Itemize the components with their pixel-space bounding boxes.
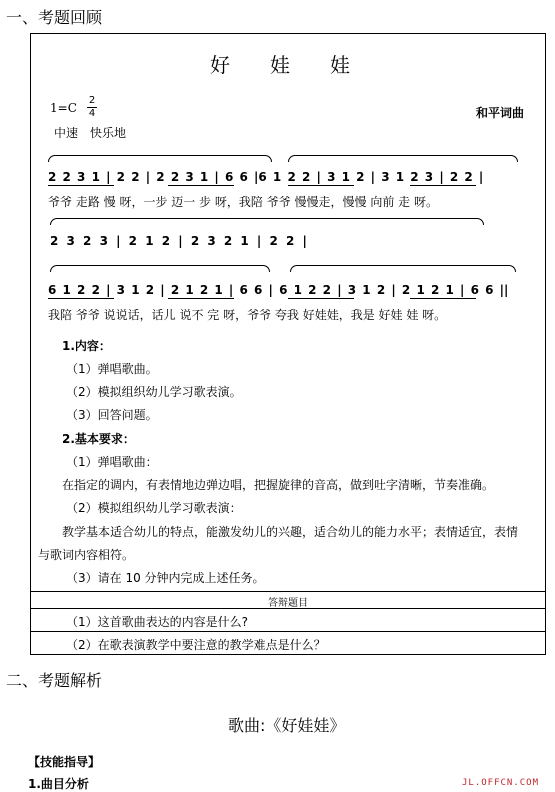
content-heading: 1.内容：: [62, 339, 111, 353]
beam-line: [288, 298, 354, 299]
beam-line: [168, 298, 234, 299]
qa-item: （1）这首歌曲表达的内容是什么?: [66, 615, 249, 629]
requirement-teach-text: 教学基本适合幼儿的特点，能激发幼儿的兴趣，适合幼儿的能力水平；表情适宜，表情: [62, 525, 519, 539]
skill-heading: 【技能指导】: [28, 755, 101, 769]
lyrics-row-1: 爷爷 走路 慢 呀，一步 迈一 步 呀，我陪 爷爷 慢慢走，慢慢 向前 走 呀。: [48, 195, 438, 209]
analysis-song-title: 歌曲:《好娃娃》: [228, 716, 346, 735]
meter-top: 2: [88, 95, 96, 106]
beam-line: [410, 185, 476, 186]
phrase-slur: [290, 265, 516, 272]
notation-row-1: 2 2 3 1 | 2 2 | 2 2 3 1 | 6 6 |6 1 2 2 | 3 1 2 | 3 1 2 3 | 2 2 |: [48, 170, 484, 184]
divider: [30, 591, 546, 592]
requirement-teach-text-cont: 与歌词内容相符。: [38, 548, 135, 562]
meter-bottom: 4: [88, 108, 96, 119]
requirement-sing-text: 在指定的调内，有表情地边弹边唱，把握旋律的音高，做到吐字清晰，节奏准确。: [62, 478, 495, 492]
section-heading-review: 一、考题回顾: [6, 8, 103, 27]
content-item: （3）回答问题。: [66, 408, 158, 422]
watermark: JL.OFFCN.COM: [462, 778, 540, 788]
content-item: （1）弹唱歌曲。: [66, 362, 158, 376]
song-title: 好 娃 娃: [210, 53, 350, 77]
composer-credit: 和平词曲: [476, 106, 525, 120]
lyrics-row-3: 我陪 爷爷 说说话，话儿 说不 完 呀，爷爷 夸我 好娃娃，我是 好娃 娃 呀。: [48, 308, 447, 322]
phrase-slur: [50, 265, 270, 272]
beam-line: [168, 185, 234, 186]
qa-item: （2）在歌表演教学中要注意的教学难点是什么？: [66, 638, 326, 652]
beam-line: [288, 185, 354, 186]
divider: [30, 608, 546, 609]
phrase-slur: [50, 218, 484, 225]
phrase-slur: [48, 155, 272, 162]
beam-line: [48, 185, 114, 186]
notation-row-3: 6 1 2 2 | 3 1 2 | 2 1 2 1 | 6 6 | 6 1 2 2 | 3 1 2 | 2 1 2 1 | 6 6 ||: [48, 283, 509, 297]
notation-row-2: 2 3 2 3 | 2 1 2 | 2 3 2 1 | 2 2 |: [50, 234, 307, 248]
section-heading-analysis: 二、考题解析: [6, 671, 103, 690]
time-signature: [87, 96, 97, 119]
divider: [30, 631, 546, 632]
requirement-time: （3）请在 10 分钟内完成上述任务。: [66, 571, 265, 585]
phrase-slur: [288, 155, 518, 162]
score-analysis-heading: 1.曲目分析: [28, 777, 89, 791]
key-signature: 1=C: [50, 101, 77, 115]
tempo-marking: 中速 快乐地: [54, 126, 127, 140]
requirements-heading: 2.基本要求：: [62, 432, 135, 446]
requirement-teach-heading: （2）模拟组织幼儿学习歌表演：: [66, 501, 242, 515]
qa-heading: 答辩题目: [268, 598, 308, 609]
content-item: （2）模拟组织幼儿学习歌表演。: [66, 385, 242, 399]
beam-line: [48, 298, 114, 299]
requirement-sing-heading: （1）弹唱歌曲：: [66, 455, 158, 469]
beam-line: [410, 298, 476, 299]
